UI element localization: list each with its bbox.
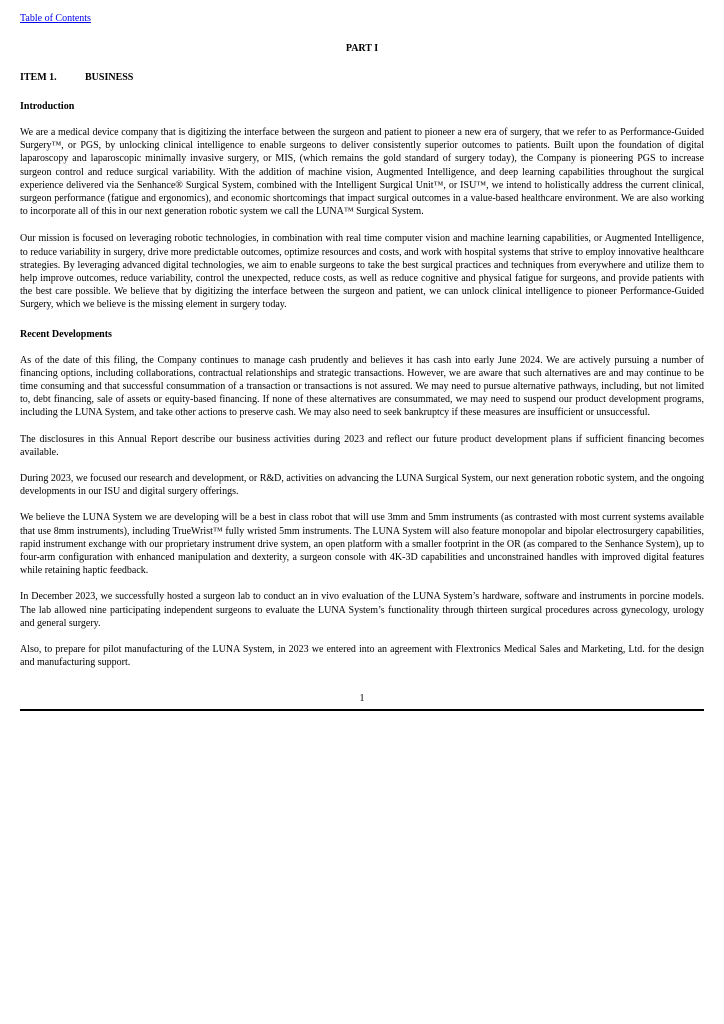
recent-developments-paragraph: Also, to prepare for pilot manufacturing of the LUNA System, in 2023 we entered into an agreement with Flextronics Medical Sales and Marketing, Ltd. for the design and manufacturing support. [20,644,704,669]
item-number: ITEM 1. [20,72,57,83]
recent-developments-paragraph: The disclosures in this Annual Report describe our business activities during 2023 and reflect our future product development plans if sufficient financing becomes available. [20,433,704,458]
part-title: PART I [345,43,379,54]
page-number: 1 [359,692,365,704]
recent-developments-paragraph: In December 2023, we successfully hosted a surgeon lab to conduct an in vivo evaluation of the LUNA System’s hardware, software and instruments in porcine models. The lab allowed nine participating independent surgeons to evaluate the LUNA System’s functionality through thirteen surgical procedures across gynecology, urology and general surgery. [20,591,704,629]
recent-developments-paragraph: We believe the LUNA System we are developing will be a best in class robot that will use 3mm and 5mm instruments (as contrasted with most current systems available that use 8mm instruments), including TrueWrist™ fully wristed 5mm instruments. The LUNA System will also feature monopolar and bipolar electrosurgery capabilities, rapid instrument exchange with our proprietary instrument drive system, an open platform with a smaller footprint in the OR (as compared to the Senhance System), up to four-arm configuration with enhanced manipulation and dexterity, a surgeon console with 4K-3D capabilities and unconstrained handles with improved digital features while retaining haptic feedback. [20,512,704,577]
document-page [20,8,704,711]
introduction-heading: Introduction [20,101,75,112]
item-title: BUSINESS [85,72,134,83]
recent-developments-heading: Recent Developments [20,328,112,340]
recent-developments-paragraph: As of the date of this filing, the Company continues to manage cash prudently and believes it has cash into early June 2024. We are actively pursuing a number of financing options, including collaborations, contractual relationships and strategic transactions. However, we are aware that such alternatives are and may continue to be time consuming and that successful consummation of a transaction or transactions is not assured. We may need to pursue alternative pathways, including, but not limited to, debt financing, sale of assets or equity-based financing. If none of these alternatives are consummated, we may need to suspend our product development programs, including the LUNA System, and take other actions to preserve cash. We may also need to seek bankruptcy if these measures are insufficient or unsuccessful. [20,354,704,419]
page-divider [20,709,704,711]
introduction-paragraph: Our mission is focused on leveraging robotic technologies, in combination with real time computer vision and machine learning capabilities, or Augmented Intelligence, to reduce variability in surgery, drive more predictable outcomes, optimize resources and costs, and work with hospital systems that strive to employ innovative healthcare strategies. By leveraging advanced digital technologies, we aim to enable surgeons to take the best surgical practices and techniques from everywhere and utilize them to help improve outcomes, reduce variability, control the unexpected, reduce costs, as well as reduce cognitive and physical fatigue for surgeons, and provide patients with the best care possible. We believe that by digitizing the interface between the surgeon and patient, we can unlock clinical intelligence to pioneer Performance-Guided Surgery, which we believe is the missing element in surgery today. [20,233,704,311]
item-heading [20,71,704,84]
table-of-contents-link[interactable]: Table of Contents [20,13,91,24]
recent-developments-paragraph: During 2023, we focused our research and development, or R&D, activities on advancing the LUNA Surgical System, our next generation robotic system, and the ongoing developments in our ISU and digital surgery offerings. [20,473,704,498]
introduction-paragraph: We are a medical device company that is digitizing the interface between the surgeon and patient to pioneer a new era of surgery, that we refer to as Performance-Guided Surgery™, or PGS, by unlocking clinical intelligence to enable surgeons to deliver consistently superior outcomes to patients. Built upon the foundation of digital laparoscopy and laparoscopic minimally invasive surgery, or MIS, (which remains the gold standard of surgery today), the Company is pioneering PGS to increase surgeon control and reduce surgical variability. With the addition of machine vision, Augmented Intelligence, and deep learning capabilities throughout the surgical experience delivered via the Senhance® Surgical System, combined with the Intelligent Surgical Unit™, or ISU™, we intend to holistically address the current clinical, surgeon performance (fatigue and ergonomics), and economic shortcomings that impact surgical outcomes in a value-based healthcare environment. We are also working to incorporate all of this in our next generation robotic system we call the LUNA™ Surgical System. [20,127,704,218]
